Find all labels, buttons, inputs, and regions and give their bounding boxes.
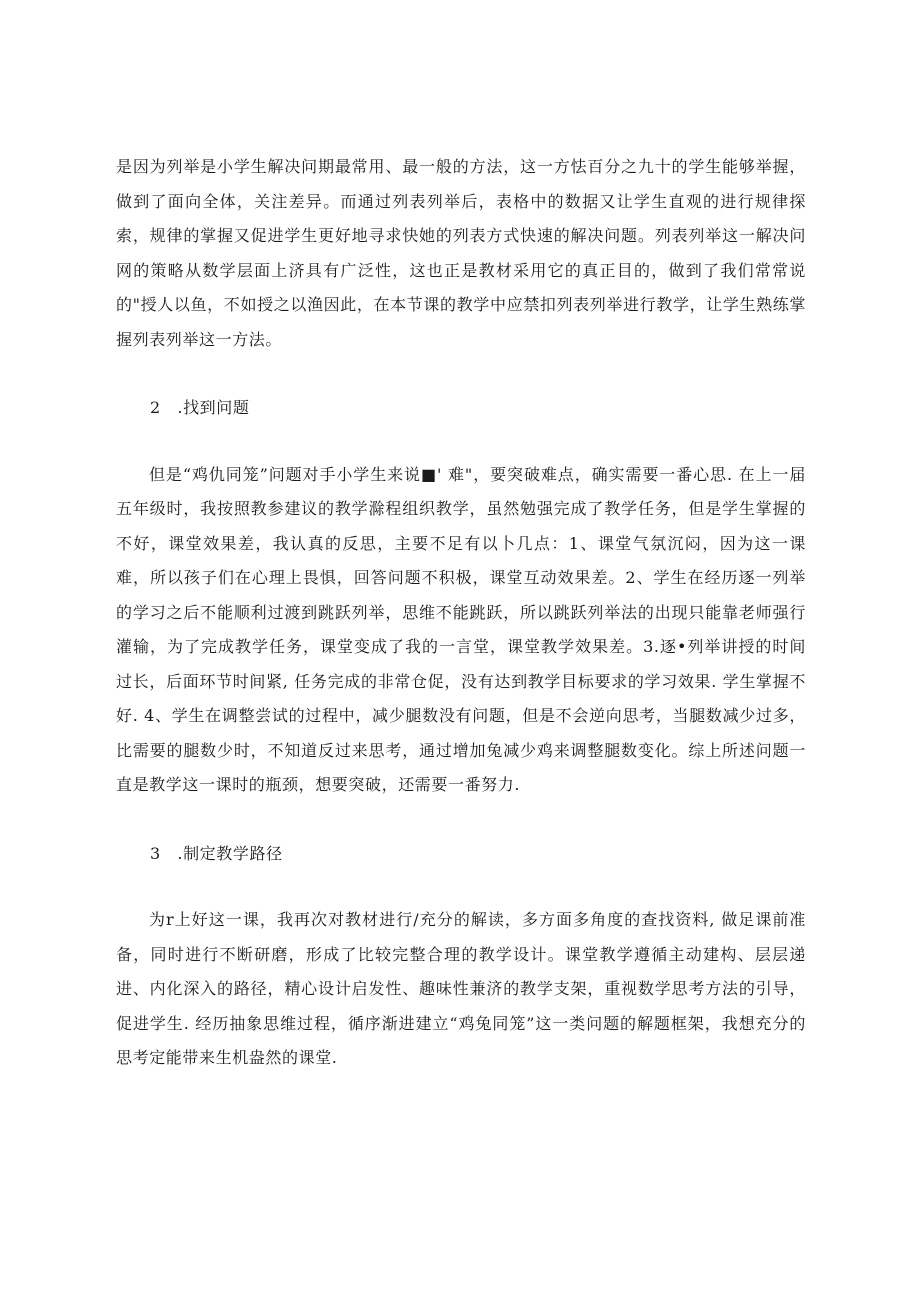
section-heading-teaching-path: 3 .制定教学路径 — [150, 843, 283, 863]
spacer — [116, 803, 806, 837]
paragraph-list-enumeration: 是因为列举是小学生解决问期最常用、最一般的方法，这一方怯百分之九十的学生能够举握，做到了面向全体，关注差异。而通过列表列举后，表格中的数据又让学生直观的进行规律探索，规律的掌握又促进学生更好地寻求快她的列表方式快速的解决问题。列表列举这一解决问网的策略从数学层面上济具有广泛性，这也正是教材采用它的真正目的，做到了我们常常说的"授人以鱼，不如授之以渔因此，在本节课的教学中应禁扣列表列举进行教学，让学生熟练掌握列表列举这一方法。 — [116, 157, 806, 349]
paragraph-teaching-path: 为r上好这一课，我再次对教材进行/充分的解读，多方面多角度的查找资料, 做足课前准备，同时进行不断研磨，形成了比较完整合理的教学设计。课堂教学遵循主动建构、层层递进、内化深入的路径，精心设计启发性、趣味性兼济的教学支架，重视数学思考方法的引导，促进学生. 经历抽象思维过程，循序渐进建立“鸡兔同笼”这一类问题的解题框架，我想充分的思考定能带来生机盎然的课堂. — [116, 910, 806, 1067]
spacer — [116, 871, 806, 903]
spacer — [116, 426, 806, 458]
paragraph-problems: 但是“鸡仇同笼”问题对手小学生来说■' 难"，要突破难点，确实需要一番心思. 在上一届五年级时，我按照教参建议的教学滁程组织教学，虽然勉强完成了教学任务，但是学生掌握的不好，课堂效果差，我认真的反思，主要不足有以卜几点：1、课堂气氛沉闷，因为这一课难，所以孩子们在心理上畏惧，回答问题不积极，课堂互动效果差。2、学生在经历逐一列举的学习之后不能顺利过渡到跳跃列举，思维不能跳跃，所以跳跃列举法的出现只能靠老师强行灌输，为了完成教学任务，课堂变成了我的一言堂，课堂教学效果差。3.逐•列举讲授的时间过长，后面环节时间紧, 任务完成的非常仓促，没有达到教学目标要求的学习效果. 学生掌握不好. 4、学生在调整尝试的过程中，减少腿数没有问题，但是不会逆向思考，当腿数减少过多，比需要的腿数少时，不知道反过来思考，通过增加兔减少鸡来调整腿数变化。综上所述问题一直是教学这一课时的瓶颈，想要突破，还需要一番努力. — [116, 464, 806, 794]
spacer — [116, 357, 806, 391]
section-heading-find-problem: 2 .找到问题 — [150, 398, 250, 417]
document-body — [116, 150, 806, 1076]
